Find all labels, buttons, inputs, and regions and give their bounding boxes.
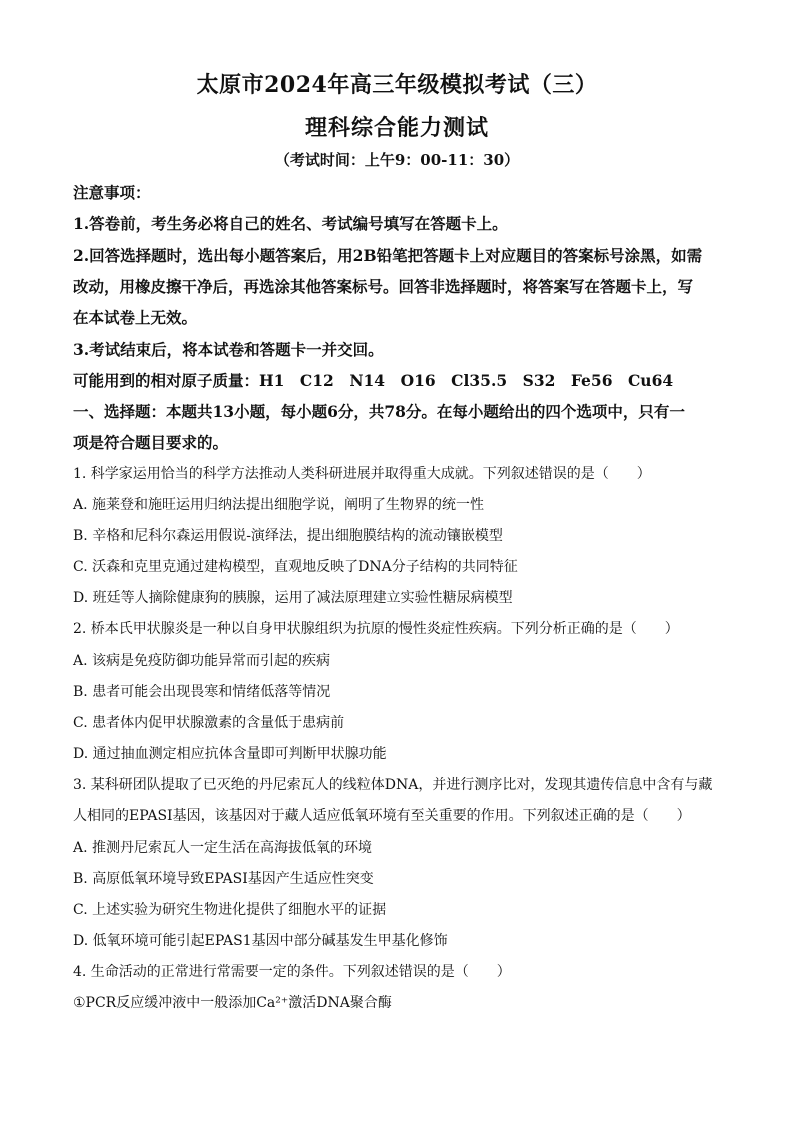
q3-option-a: A. 推测丹尼索瓦人一定生活在高海拔低氧的环境 [73,840,373,856]
q3-stem-line-2: 人相同的EPASI基因，该基因对于藏人适应低氧环境有至关重要的作用。下列叙述正确的是（ ） [73,808,691,824]
notice-item-2-line-2: 改动，用橡皮擦干净后，再选涂其他答案标号。回答非选择题时，将答案写在答题卡上，写 [73,277,694,296]
q4-stem: 4. 生命活动的正常进行常需要一定的条件。下列叙述错误的是（ ） [73,964,511,980]
q1-stem: 1. 科学家运用恰当的科学方法推动人类科研进展并取得重大成就。下列叙述错误的是（ ） [73,466,651,482]
notice-heading: 注意事项： [73,183,151,202]
notice-item-2-line-1: 2.回答选择题时，选出每小题答案后，用2B铅笔把答题卡上对应题目的答案标号涂黑，如需 [73,246,703,265]
q2-option-b: B. 患者可能会出现畏寒和情绪低落等情况 [73,684,331,700]
q4-statement-1: ①PCR反应缓冲液中一般添加Ca²⁺激活DNA聚合酶 [73,995,392,1011]
notice-item-3: 3.考试结束后，将本试卷和答题卡一并交回。 [73,340,384,359]
q2-option-a: A. 该病是免疫防御功能异常而引起的疾病 [73,653,331,669]
q3-option-b: B. 高原低氧环境导致EPASI基因产生适应性突变 [73,871,374,887]
section-heading-line-2: 项是符合题目要求的。 [73,433,229,452]
notice-item-1: 1.答卷前，考生务必将自己的姓名、考试编号填写在答题卡上。 [73,214,508,233]
notice-item-2-line-3: 在本试卷上无效。 [73,308,198,327]
q1-option-c: C. 沃森和克里克通过建构模型，直观地反映了DNA分子结构的共同特征 [73,559,518,575]
q3-option-c: C. 上述实验为研究生物进化提供了细胞水平的证据 [73,902,387,918]
exam-subtitle: 理科综合能力测试 [304,115,489,141]
q1-option-d: D. 班廷等人摘除健康狗的胰腺，运用了减法原理建立实验性糖尿病模型 [73,590,513,606]
q1-option-b: B. 辛格和尼科尔森运用假说-演绎法，提出细胞膜结构的流动镶嵌模型 [73,528,503,544]
q1-option-a: A. 施莱登和施旺运用归纳法提出细胞学说，阐明了生物界的统一性 [73,497,485,513]
q2-option-c: C. 患者体内促甲状腺激素的含量低于患病前 [73,715,345,731]
q3-option-d: D. 低氧环境可能引起EPAS1基因中部分碱基发生甲基化修饰 [73,933,448,949]
exam-title: 太原市2024年高三年级模拟考试（三） [196,72,598,98]
section-heading-line-1: 一、选择题：本题共13小题，每小题6分，共78分。在每小题给出的四个选项中，只有一 [73,402,685,421]
q3-stem-line-1: 3. 某科研团队提取了已灭绝的丹尼索瓦人的线粒体DNA，并进行测序比对，发现其遗传信息中含有与藏 [73,777,713,793]
q2-option-d: D. 通过抽血测定相应抗体含量即可判断甲状腺功能 [73,746,387,762]
exam-time: （考试时间：上午9：00-11：30） [274,151,520,169]
q2-stem: 2. 桥本氏甲状腺炎是一种以自身甲状腺组织为抗原的慢性炎症性疾病。下列分析正确的是（ ） [73,621,679,637]
atomic-mass-list: 可能用到的相对原子质量：H1 C12 N14 O16 Cl35.5 S32 Fe56 Cu64 [73,371,674,390]
